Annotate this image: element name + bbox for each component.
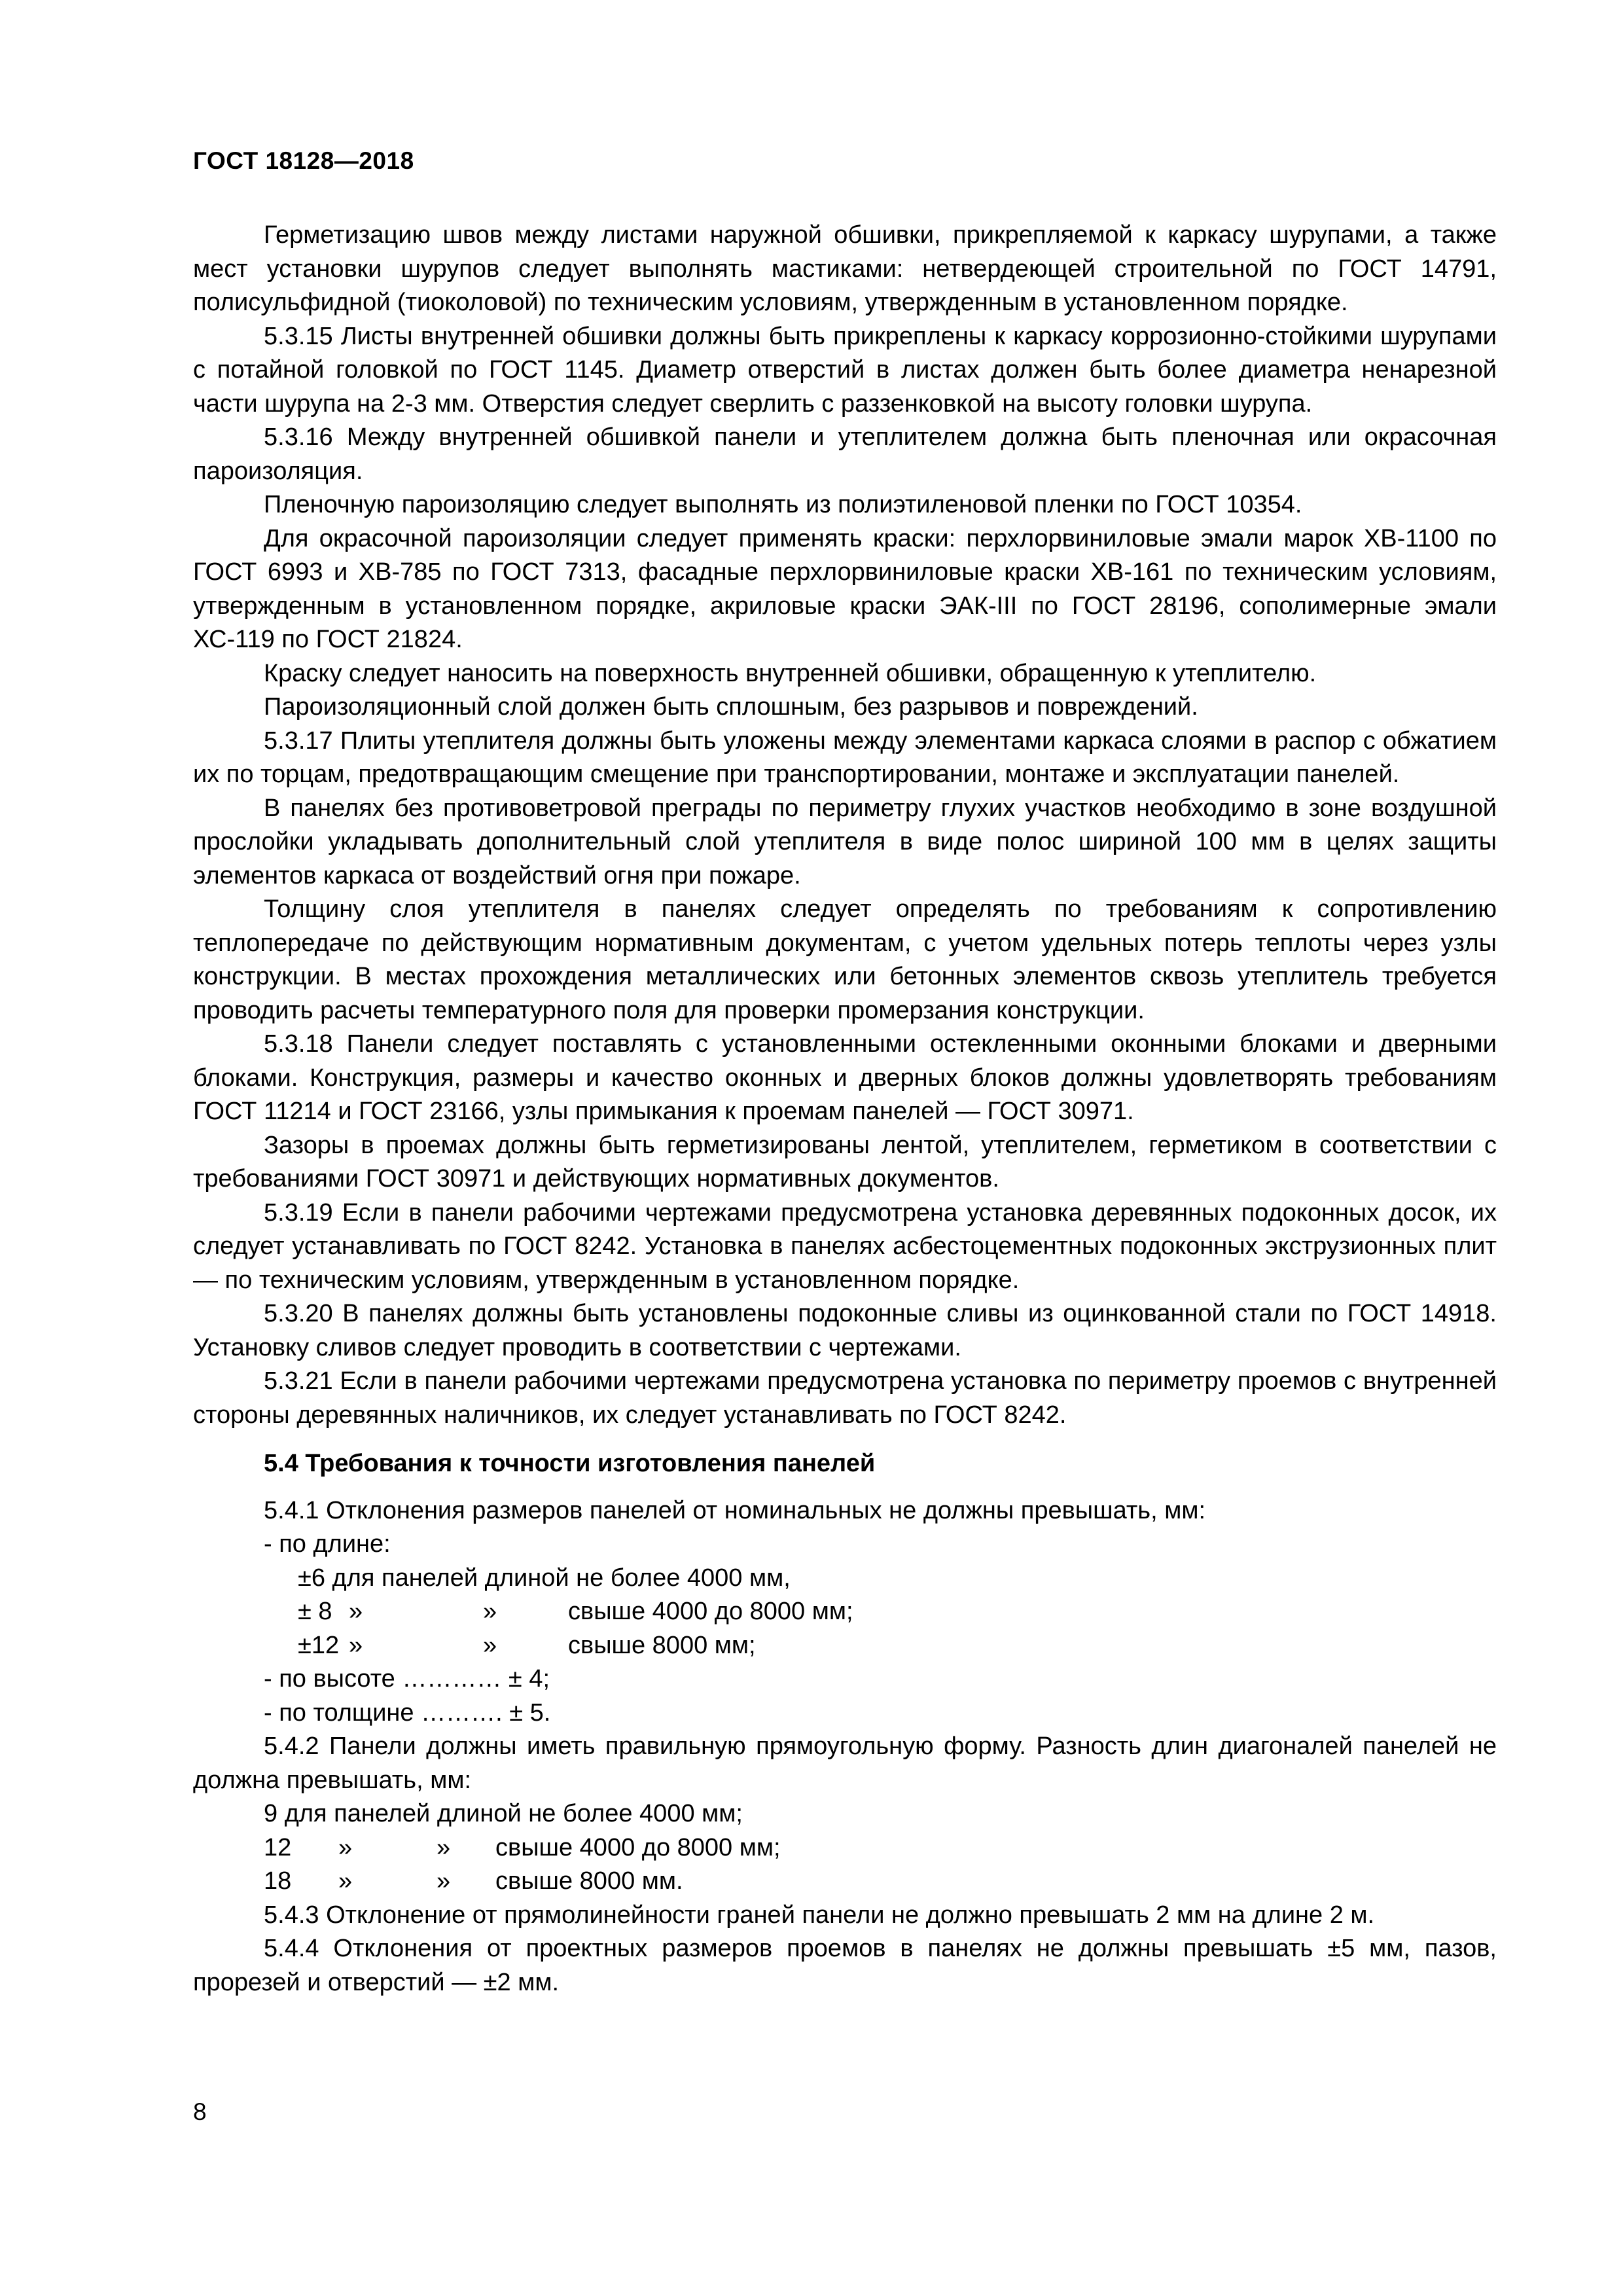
tolerance-row — [193, 1562, 1497, 1596]
paragraph: 5.4.1 Отклонения размеров панелей от номинальных не должны превышать, мм: — [264, 1496, 1206, 1524]
ditto-mark: » — [483, 1598, 497, 1625]
list-item: - по толщине ………. ± 5. — [264, 1698, 551, 1727]
tolerance-value: 12 — [264, 1833, 292, 1861]
paragraph: Пароизоляционный слой должен быть сплошным, без разрывов и повреждений. — [264, 693, 1198, 721]
page-number: 8 — [193, 2098, 207, 2125]
paragraph: В панелях без противоветровой преграды по периметру глухих участков необходимо в зоне воздушной прослойки укладывать дополнительный слой утеплителя в виде полос шириной 100 мм в целях защиты элементов каркаса от воздействий огня при пожаре. — [193, 794, 1497, 889]
ditto-mark: » — [349, 1631, 363, 1659]
tolerance-value: ±12 — [298, 1631, 340, 1659]
ditto-mark: » — [437, 1867, 451, 1895]
paragraph: 5.3.20 В панелях должны быть установлены подоконные сливы из оцинкованной стали по ГОСТ 14918. Установку сливов следует проводить в соответствии с чертежами. — [193, 1300, 1497, 1361]
document-body — [193, 219, 1497, 2000]
ditto-mark: » — [349, 1598, 363, 1625]
paragraph: Для окрасочной пароизоляции следует применять краски: перхлорвиниловые эмали марок ХВ-1100 по ГОСТ 6993 и ХВ-785 по ГОСТ 7313, фасадные перхлорвиниловые краски ХВ-161 по техническим условиям, утвержденным в установленном порядке, акриловые краски ЭАК-III по ГОСТ 28196, сополимерные эмали ХС-119 по ГОСТ 21824. — [193, 524, 1497, 653]
tolerance-value: 18 — [264, 1867, 292, 1895]
section-heading: 5.4 Требования к точности изготовления панелей — [264, 1450, 876, 1477]
tolerance-range: свыше 8000 мм. — [495, 1867, 683, 1895]
ditto-mark: » — [338, 1867, 353, 1895]
paragraph: Герметизацию швов между листами наружной обшивки, прикрепляемой к каркасу шурупами, а также мест установки шурупов следует выполнять мастиками: нетвердеющей строительной по ГОСТ 14791, полисульфидной (тиоколовой) по техническим условиям, утвержденным в установленном порядке. — [193, 221, 1497, 316]
paragraph: 5.3.18 Панели следует поставлять с установленными остекленными оконными блоками и дверными блоками. Конструкция, размеры и качество оконных и дверных блоков должны удовлетворять требованиям ГОСТ 11214 и ГОСТ 23166, узлы примыкания к проемам панелей — ГОСТ 30971. — [193, 1030, 1497, 1125]
paragraph: Краску следует наносить на поверхность внутренней обшивки, обращенную к утеплителю. — [264, 659, 1317, 687]
list-item: - по высоте ………… ± 4; — [264, 1665, 550, 1693]
tolerance-row — [193, 1865, 1497, 1899]
standard-header: ГОСТ 18128—2018 — [193, 147, 414, 174]
tolerance-row — [193, 1595, 1497, 1629]
paragraph: 5.3.16 Между внутренней обшивкой панели и утеплителем должна быть пленочная или окрасочная пароизоляция. — [193, 423, 1497, 485]
paragraph: 5.3.17 Плиты утеплителя должны быть уложены между элементами каркаса слоями в распор с обжатием их по торцам, предотвращающим смещение при транспортировании, монтаже и эксплуатации панелей. — [193, 726, 1497, 788]
paragraph: 5.3.15 Листы внутренней обшивки должны быть прикреплены к каркасу коррозионно-стойкими шурупами с потайной головкой по ГОСТ 1145. Диаметр отверстий в листах должен быть более диаметра ненарезной части шурупа на 2-3 мм. Отверстия следует сверлить с раззенковкой на высоту головки шурупа. — [193, 322, 1497, 418]
paragraph: 5.4.2 Панели должны иметь правильную прямоугольную форму. Разность длин диагоналей панелей не должна превышать, мм: — [193, 1732, 1497, 1794]
tolerance-range: свыше 4000 до 8000 мм; — [568, 1598, 853, 1625]
tolerance-range: свыше 4000 до 8000 мм; — [495, 1833, 781, 1861]
tolerance-range: свыше 8000 мм; — [568, 1631, 756, 1659]
paragraph: 5.4.3 Отклонение от прямолинейности граней панели не должно превышать 2 мм на длине 2 м. — [264, 1901, 1375, 1929]
ditto-mark: » — [483, 1631, 497, 1659]
tolerance-value: ± 8 — [298, 1598, 332, 1625]
paragraph: Толщину слоя утеплителя в панелях следует определять по требованиям к сопротивлению теплопередаче по действующим нормативным документам, с учетом удельных потерь теплоты через узлы конструкции. В местах прохождения металлических или бетонных элементов сквозь утеплитель требуется проводить расчеты температурного поля для проверки промерзания конструкции. — [193, 895, 1497, 1024]
tolerance-row — [193, 1797, 1497, 1831]
list-item: - по длине: — [264, 1530, 391, 1558]
paragraph: Пленочную пароизоляцию следует выполнять из полиэтиленовой пленки по ГОСТ 10354. — [264, 491, 1302, 518]
tolerance-value: 9 для панелей длиной не более 4000 мм; — [264, 1800, 743, 1827]
ditto-mark: » — [437, 1833, 451, 1861]
tolerance-row — [193, 1629, 1497, 1663]
ditto-mark: » — [338, 1833, 353, 1861]
tolerance-row — [193, 1831, 1497, 1865]
tolerance-value: ±6 для панелей длиной не более 4000 мм, — [298, 1564, 791, 1592]
paragraph: 5.3.19 Если в панели рабочими чертежами предусмотрена установка деревянных подоконных досок, их следует устанавливать по ГОСТ 8242. Установка в панелях асбестоцементных подоконных экструзионных плит — по техническим условиям, утвержденным в установленном порядке. — [193, 1198, 1497, 1294]
paragraph: 5.3.21 Если в панели рабочими чертежами предусмотрена установка по периметру проемов с внутренней стороны деревянных наличников, их следует устанавливать по ГОСТ 8242. — [193, 1367, 1497, 1429]
paragraph: 5.4.4 Отклонения от проектных размеров проемов в панелях не должны превышать ±5 мм, пазов, прорезей и отверстий — ±2 мм. — [193, 1935, 1497, 1996]
paragraph: Зазоры в проемах должны быть герметизированы лентой, утеплителем, герметиком в соответствии с требованиями ГОСТ 30971 и действующих нормативных документов. — [193, 1131, 1497, 1193]
